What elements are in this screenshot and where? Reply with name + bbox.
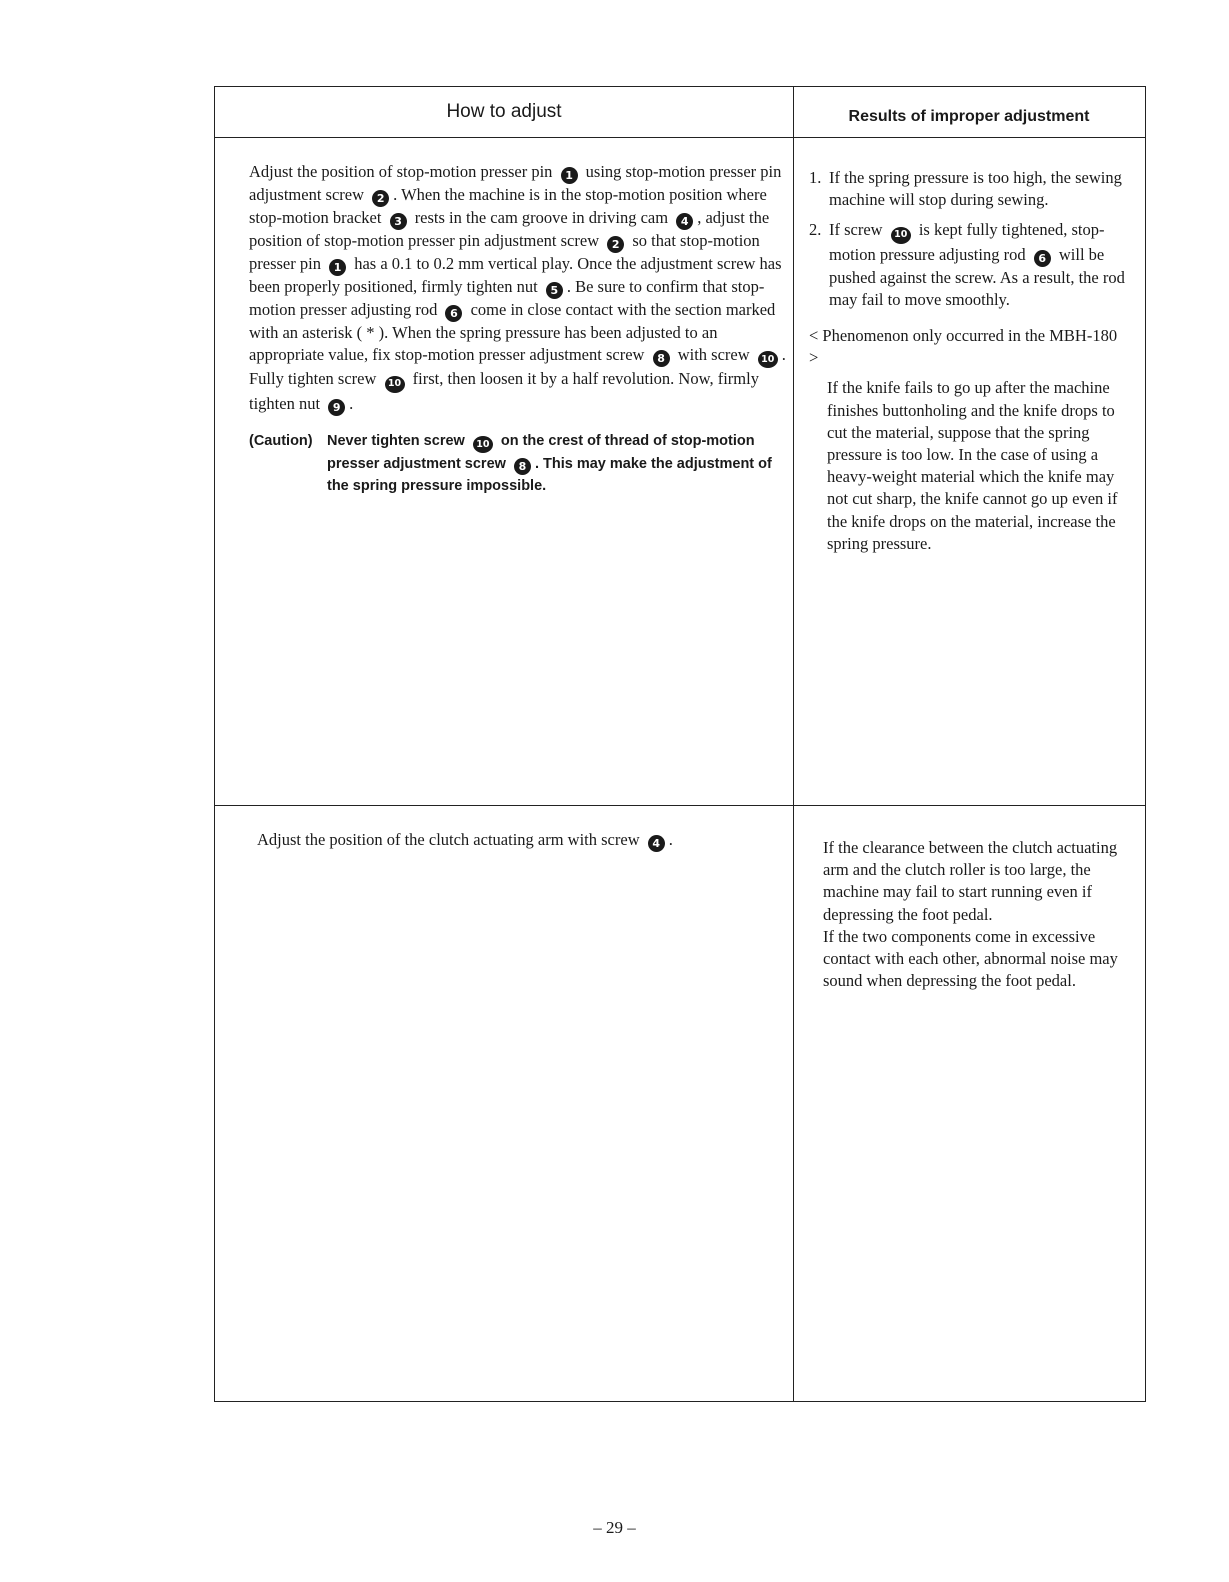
part-number-marker: 5 — [546, 282, 563, 299]
part-number-marker: 3 — [390, 213, 407, 230]
part-number-marker: 4 — [648, 835, 665, 852]
row2-how-to-adjust-cell — [257, 829, 787, 852]
part-number-marker: 1 — [561, 167, 578, 184]
result-text: If screw 10 is kept fully tightened, stop-motion pressure adjusting rod 6 will be pushed against the screw. As a result, the rod may fail to move smoothly. — [829, 220, 1125, 309]
part-number-marker: 4 — [676, 213, 693, 230]
part-number-marker: 6 — [445, 305, 462, 322]
part-number-marker: 8 — [653, 350, 670, 367]
part-number-marker: 6 — [1034, 250, 1051, 267]
part-number-marker: 2 — [372, 190, 389, 207]
part-number-marker: 9 — [328, 399, 345, 416]
row1-how-to-adjust-cell — [249, 161, 789, 497]
result-number: 1. — [809, 168, 822, 187]
header-divider — [215, 137, 1145, 138]
row1-results-cell — [809, 167, 1127, 555]
row2-result-para: If the two components come in excessive contact with each other, abnormal noise may sound when depressing the foot pedal. — [823, 926, 1118, 991]
part-number-marker: 2 — [607, 236, 624, 253]
part-number-marker: 10 — [473, 436, 493, 453]
row2-results-cell — [823, 837, 1123, 992]
row1-instructions: Adjust the position of stop-motion presser pin 1 using stop-motion presser pin adjustment screw 2 . When the machine is in the stop-motion position where stop-motion bracket 3 rests in the cam groove in driving cam 4 , adjust the position of stop-motion presser pin adjustment screw 2 so that stop-motion presser pin 1 has a 0.1 to 0.2 mm vertical play. Once the adjustment screw has been properly positioned, firmly tighten nut 5 . Be sure to confirm that stop-motion presser adjusting rod 6 come in close contact with the section marked with an asterisk ( * ). When the spring pressure has been adjusted to an appropriate value, fix stop-motion presser adjustment screw 8 with screw 10 . Fully tighten screw 10 first, then loosen it by a half revolution. Now, firmly tighten nut 9 . — [249, 162, 786, 414]
phenomenon-title: < Phenomenon only occurred in the MBH-180 > — [809, 326, 1118, 368]
part-number-marker: 10 — [385, 376, 405, 393]
caution-label: (Caution) — [249, 432, 313, 449]
result-item — [809, 167, 1127, 211]
caution-text: Never tighten screw 10 on the crest of thread of stop-motion presser adjustment screw 8 . This may make the adjustment of the spring pressure impossible. — [327, 432, 772, 494]
phenomenon-text: If the knife fails to go up after the machine finishes buttonholing and the knife drops to cut the material, suppose that the spring pressure is too low. In the case of using a heavy-weight material which the knife may not cut sharp, the knife cannot go up even if the knife drops on the material, increase the spring pressure. — [827, 378, 1118, 553]
caution-note — [249, 430, 789, 497]
result-number: 2. — [809, 220, 822, 240]
part-number-marker: 10 — [891, 227, 911, 244]
header-results-improper: Results of improper adjustment — [848, 108, 1090, 125]
column-divider — [793, 87, 794, 1401]
page-number: – 29 – — [593, 1518, 636, 1537]
row2-instructions: Adjust the position of the clutch actuating arm with screw 4 . — [257, 830, 673, 850]
row-divider — [215, 805, 1145, 806]
part-number-marker: 1 — [329, 259, 346, 276]
result-text: If the spring pressure is too high, the sewing machine will stop during sewing. — [829, 168, 1122, 210]
part-number-marker: 8 — [514, 458, 531, 475]
part-number-marker: 10 — [758, 351, 778, 368]
result-item — [809, 219, 1127, 311]
header-how-to-adjust: How to adjust — [446, 101, 562, 122]
row2-result-para: If the clearance between the clutch actuating arm and the clutch roller is too large, the machine may fail to start running even if depressing the foot pedal. — [823, 838, 1118, 924]
adjustment-table — [214, 86, 1146, 1402]
